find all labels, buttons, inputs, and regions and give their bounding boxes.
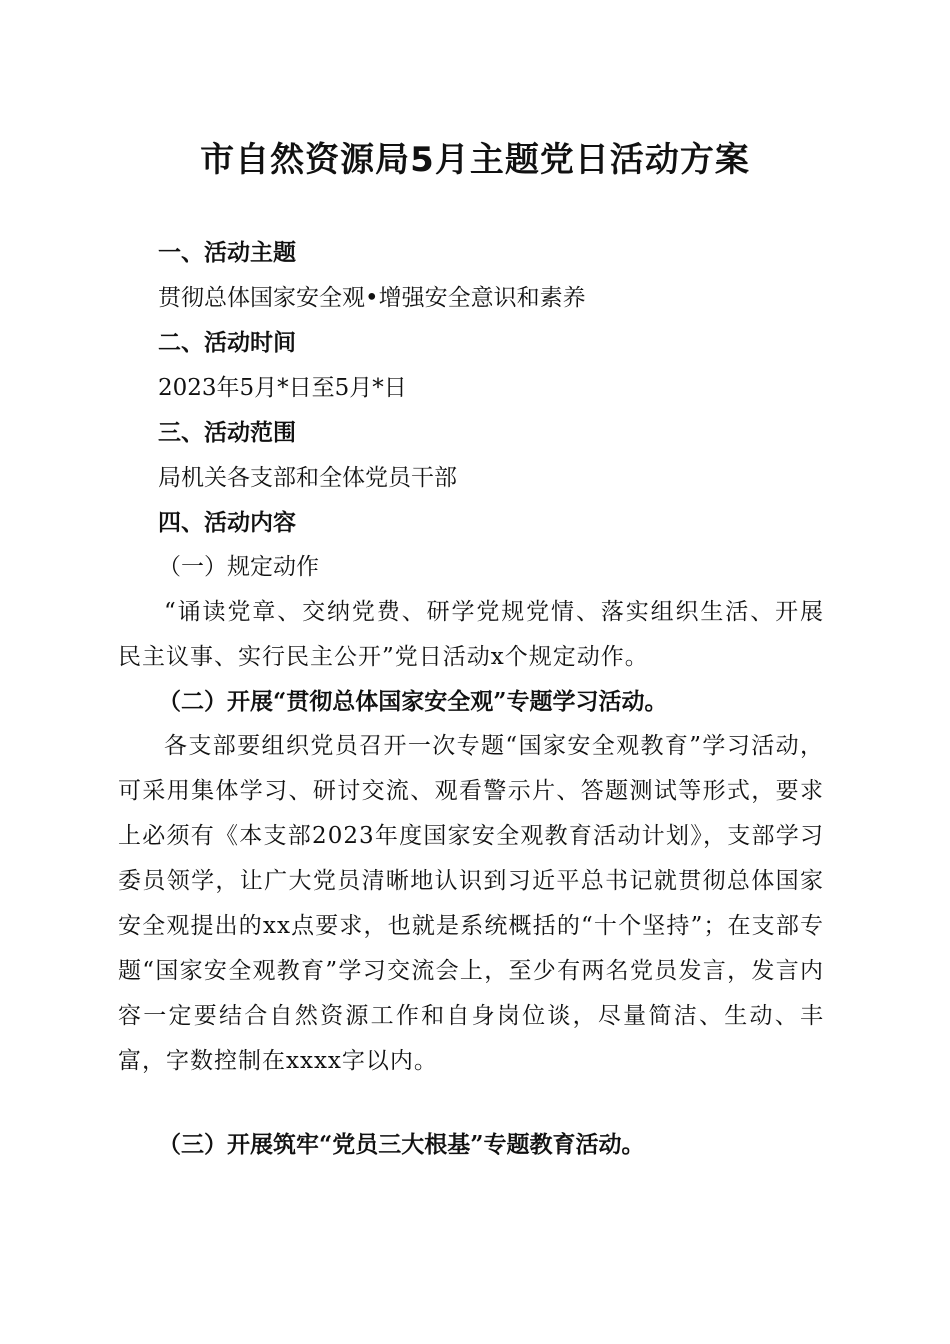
section-body-theme: 贯彻总体国家安全观•增强安全意识和素养 bbox=[158, 285, 586, 311]
subsection-body-required-actions: “诵读党章、交纳党费、研学党规党情、落实组织生活、开展民主议事、实行民主公开”党日活动x个规定动作。 bbox=[118, 599, 824, 670]
subsection-heading-security-study: （二）开展“贯彻总体国家安全观”专题学习活动。 bbox=[158, 688, 668, 715]
subsection-heading-three-foundations: （三）开展筑牢“党员三大根基”专题教育活动。 bbox=[158, 1131, 645, 1158]
section-heading-scope: 三、活动范围 bbox=[158, 420, 296, 446]
section-body-scope: 局机关各支部和全体党员干部 bbox=[158, 465, 457, 491]
subsection-body-security-study: 各支部要组织党员召开一次专题“国家安全观教育”学习活动，可采用集体学习、研讨交流、观看警示片、答题测试等形式，要求上必须有《本支部2023年度国家安全观教育活动计划》，支部学习委员领学，让广大党员清晰地认识到习近平总书记就贯彻总体国家安全观提出的xx点要求，也就是系统概括的“十个坚持”；在支部专题“国家安全观教育”学习交流会上，至少有两名党员发言，发言内容一定要结合自然资源工作和自身岗位谈，尽量简洁、生动、丰富，字数控制在xxxx字以内。 bbox=[118, 733, 824, 1074]
section-heading-theme: 一、活动主题 bbox=[158, 240, 296, 266]
section-heading-time: 二、活动时间 bbox=[158, 330, 296, 356]
section-body-time: 2023年5月*日至5月*日 bbox=[158, 375, 407, 401]
section-heading-content: 四、活动内容 bbox=[158, 510, 296, 536]
subsection-heading-required-actions: （一）规定动作 bbox=[158, 554, 319, 580]
document-title: 市自然资源局5月主题党日活动方案 bbox=[200, 140, 750, 180]
